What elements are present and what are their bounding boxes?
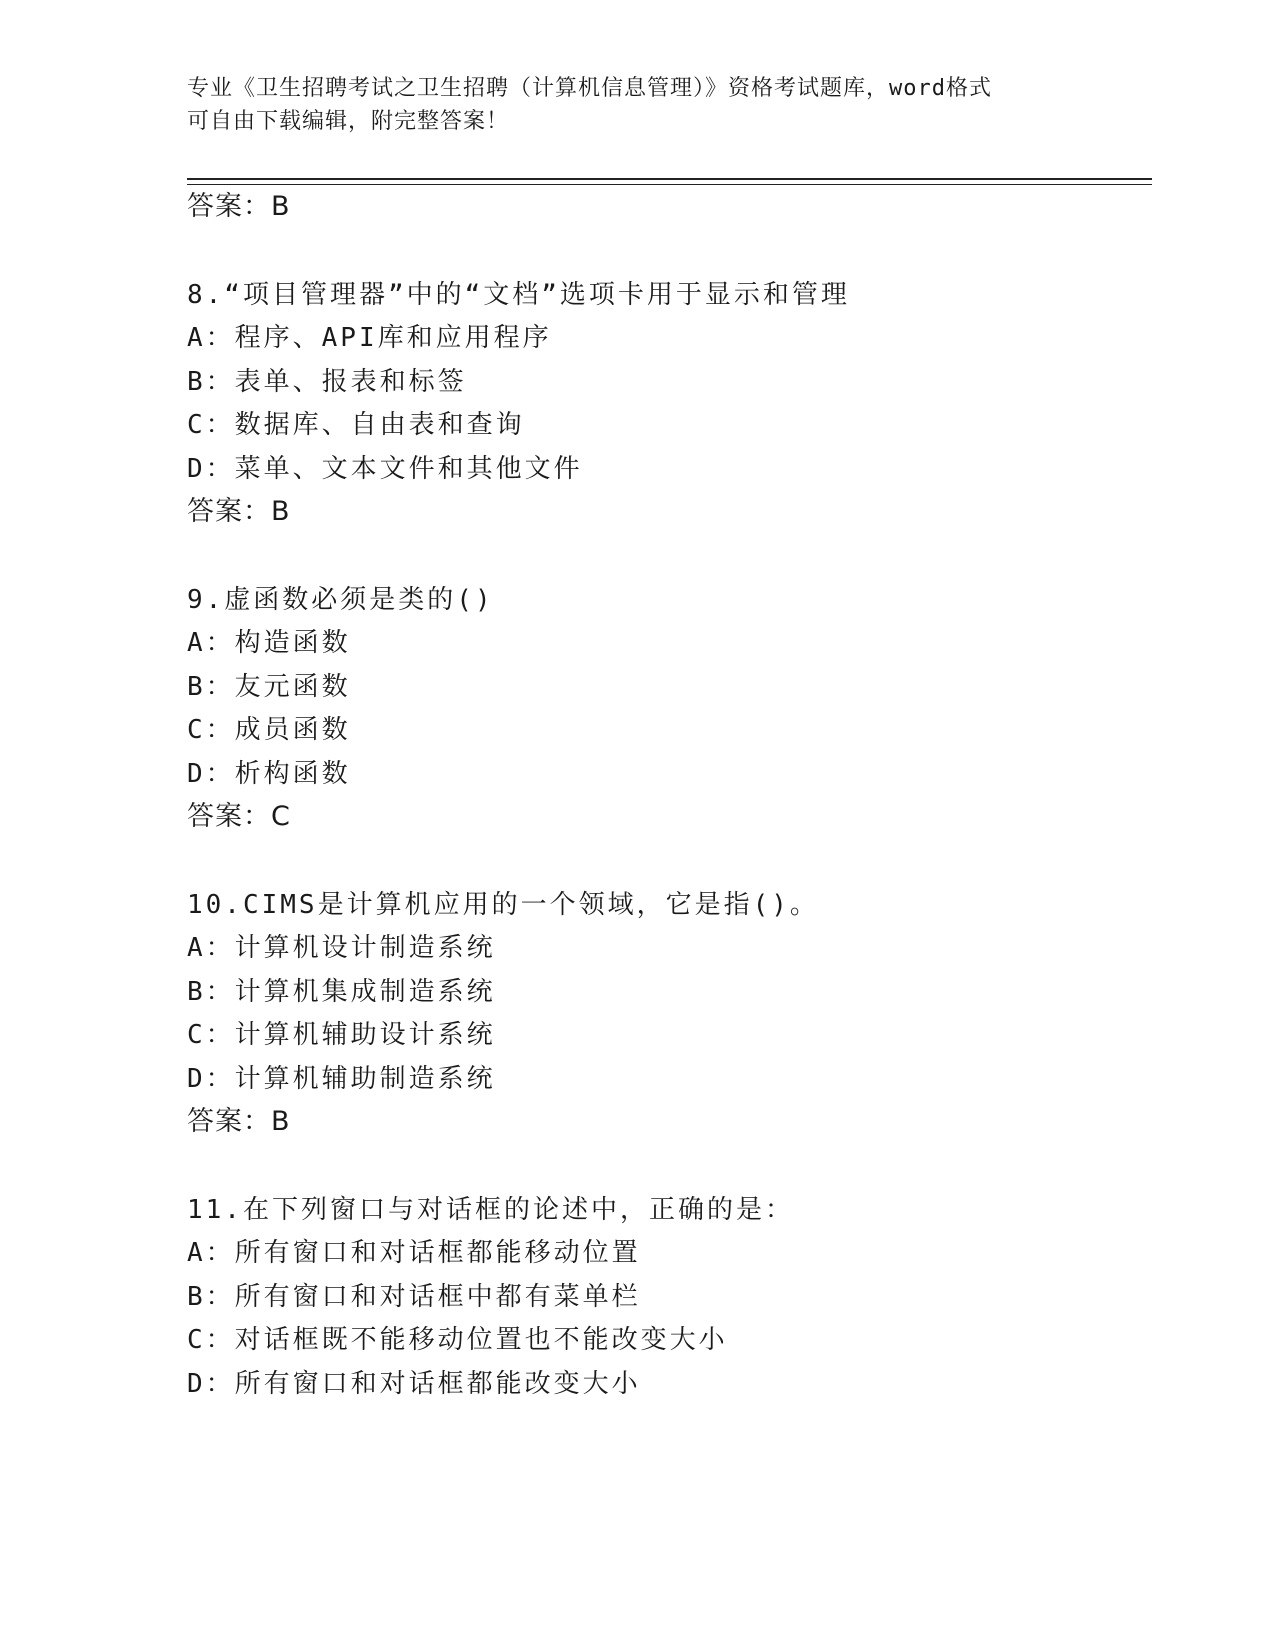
option-d: D：计算机辅助制造系统: [187, 1064, 496, 1094]
option-b: B：计算机集成制造系统: [187, 977, 496, 1007]
answer-line: 答案：B: [187, 191, 291, 222]
option-a: A：构造函数: [187, 628, 351, 658]
option-c: C：计算机辅助设计系统: [187, 1020, 496, 1050]
header-line-1: 专业《卫生招聘考试之卫生招聘（计算机信息管理）》资格考试题库，word格式: [187, 76, 992, 101]
option-b: B：友元函数: [187, 672, 351, 702]
option-d: D：析构函数: [187, 759, 351, 789]
question-stem: 9.虚函数必须是类的(): [187, 585, 494, 615]
question-stem: 11.在下列窗口与对话框的论述中，正确的是：: [187, 1195, 794, 1225]
option-d: D：菜单、文本文件和其他文件: [187, 454, 583, 484]
option-a: A：程序、API库和应用程序: [187, 323, 552, 353]
option-c: C：成员函数: [187, 715, 351, 745]
header-divider-thick: [187, 178, 1152, 180]
option-a: A：计算机设计制造系统: [187, 933, 496, 963]
answer-line: 答案：B: [187, 1106, 291, 1137]
option-a: A：所有窗口和对话框都能移动位置: [187, 1238, 641, 1268]
header-divider-thin: [187, 184, 1152, 185]
option-d: D：所有窗口和对话框都能改变大小: [187, 1369, 641, 1399]
question-stem: 8.“项目管理器”中的“文档”选项卡用于显示和管理: [187, 280, 850, 310]
option-c: C：数据库、自由表和查询: [187, 410, 525, 440]
answer-line: 答案：C: [187, 801, 291, 832]
option-b: B：所有窗口和对话框中都有菜单栏: [187, 1282, 641, 1312]
option-b: B：表单、报表和标签: [187, 367, 467, 397]
header-line-2: 可自由下载编辑，附完整答案！: [187, 109, 510, 134]
option-c: C：对话框既不能移动位置也不能改变大小: [187, 1325, 728, 1355]
document-header: [187, 72, 1087, 138]
question-stem: 10.CIMS是计算机应用的一个领域，它是指()。: [187, 890, 819, 920]
answer-line: 答案：B: [187, 496, 291, 527]
